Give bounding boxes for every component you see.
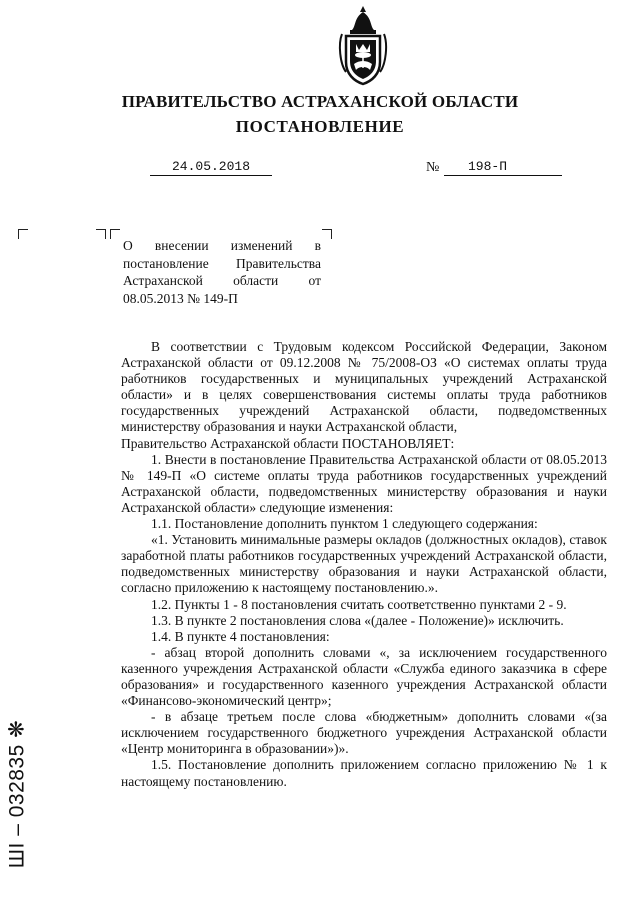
document-date: 24.05.2018: [150, 159, 272, 176]
corner-mark-subject-left-b: [110, 229, 120, 239]
corner-mark-subject-left-a: [96, 229, 106, 239]
astrakhan-coat-of-arms-icon: [334, 4, 392, 88]
document-body: [121, 339, 607, 790]
serial-stamp: [2, 694, 32, 894]
paragraph-preamble: В соответствии с Трудовым кодексом Российской Федерации, Законом Астраханской области от 09.12.2008 № 75/2008-ОЗ «О системах оплаты труда работников государственных и муниципальных учреждений Астраханской области» и в целях совершенствования системы оплаты труда работников государственных учреждений Астраханской области, подведомственных министерству образования и науки Астраханской области,: [121, 339, 607, 435]
serial-number: ШI – 032835 ❋: [5, 719, 29, 869]
document-number: 198-П: [444, 159, 562, 176]
paragraph-quote: «1. Установить минимальные размеры окладов (должностных окладов), ставок заработной платы работников государственных учреждений Астраханской области, подведомственных министерству образования и науки Астраханской области, согласно приложению к настоящему постановлению.».: [121, 532, 607, 596]
number-sign: №: [426, 160, 440, 175]
corner-mark-left: [18, 229, 28, 239]
corner-mark-subject-right: [322, 229, 332, 239]
organization-title: ПРАВИТЕЛЬСТВО АСТРАХАНСКОЙ ОБЛАСТИ: [121, 92, 519, 111]
document-type-title: ПОСТАНОВЛЕНИЕ: [235, 117, 405, 136]
paragraph-item-1-4: 1.4. В пункте 4 постановления:: [151, 628, 330, 644]
paragraph-item-1: 1. Внести в постановление Правительства Астраханской области от 08.05.2013 № 149-П «О системе оплаты труда работников государственных учреждений Астраханской области, подведомственных министерству образования и науки Астраханской области» следующие изменения:: [121, 451, 607, 515]
paragraph-item-1-1: 1.1. Постановление дополнить пунктом 1 следующего содержания:: [151, 516, 538, 532]
document-subject: О внесении изменений в постановление Правительства Астраханской области от 08.05.2013 № 149-П: [123, 238, 321, 306]
paragraph-item-1-4-b: - в абзаце третьем после слова «бюджетным» дополнить словами «(за исключением государственного бюджетного учреждения Астраханской области «Центр мониторинга в образовании»)».: [121, 709, 607, 757]
paragraph-item-1-3: 1.3. В пункте 2 постановления слова «(далее - Положение)» исключить.: [151, 612, 564, 628]
paragraph-resolves: Правительство Астраханской области ПОСТАНОВЛЯЕТ:: [121, 435, 455, 451]
paragraph-item-1-2: 1.2. Пункты 1 - 8 постановления считать соответственно пунктами 2 - 9.: [151, 596, 567, 612]
paragraph-item-1-4-a: - абзац второй дополнить словами «, за исключением государственного казенного учреждения Астраханской области «Служба единого заказчика в сфере образования» и государственного казенного учреждения Астраханской области «Финансово-экономический центр»;: [121, 644, 607, 709]
paragraph-item-1-5: 1.5. Постановление дополнить приложением согласно приложению № 1 к настоящему постановлению.: [121, 757, 607, 789]
